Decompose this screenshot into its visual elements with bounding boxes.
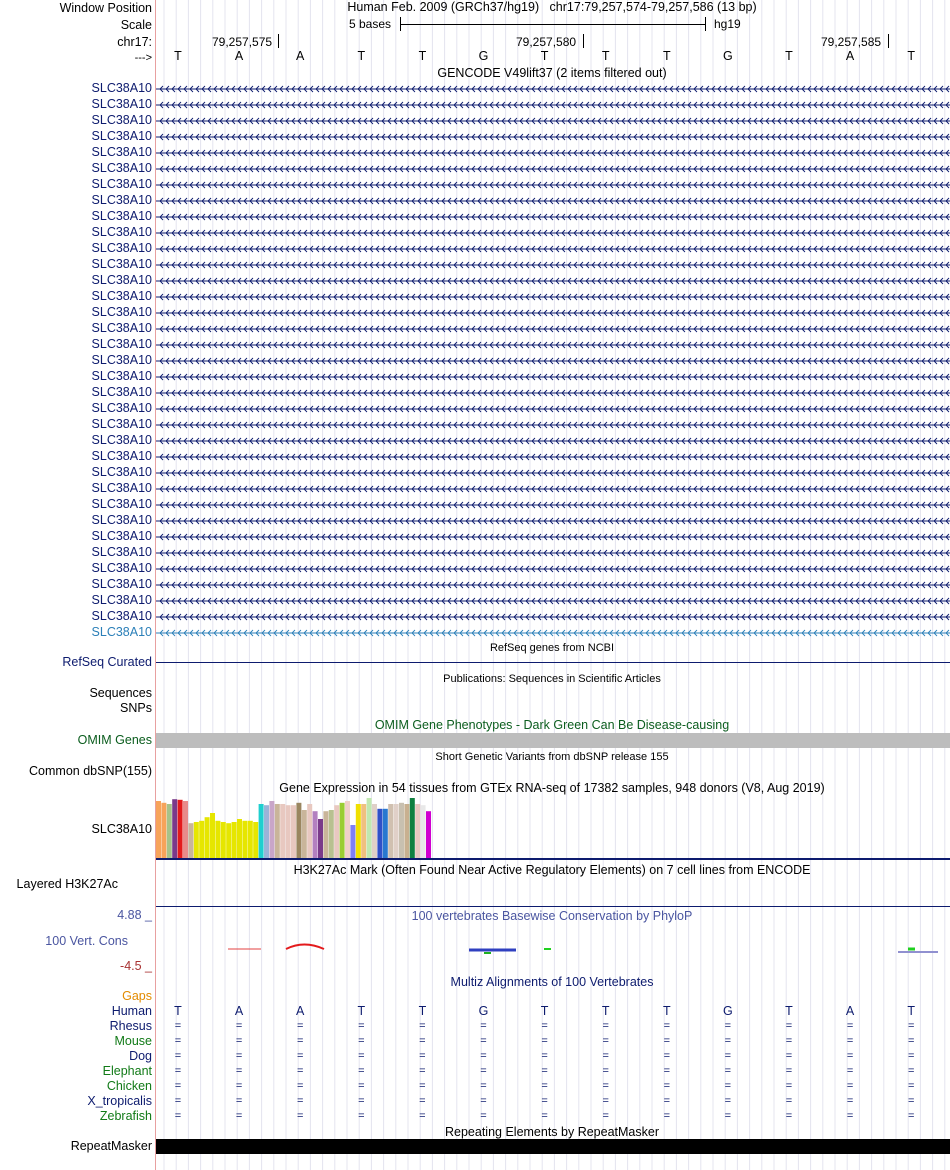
gtex-tissue-bar[interactable] bbox=[404, 804, 409, 858]
dna-base: A bbox=[845, 49, 855, 63]
gencode-gene-name[interactable]: SLC38A10 bbox=[91, 529, 152, 543]
h3k27ac-track-title: H3K27Ac Mark (Often Found Near Active Regulatory Elements) on 7 cell lines from ENCODE bbox=[293, 863, 811, 877]
alignment-base: A bbox=[845, 1004, 855, 1018]
conservation-wiggle[interactable] bbox=[156, 930, 950, 970]
gencode-gene-name[interactable]: SLC38A10 bbox=[91, 513, 152, 527]
coord-label-3: 79,257,585 bbox=[821, 35, 882, 49]
alignment-match: = bbox=[358, 1035, 365, 1047]
gtex-tissue-bar[interactable] bbox=[410, 798, 415, 858]
gencode-gene-name[interactable]: SLC38A10 bbox=[91, 129, 152, 143]
species-label[interactable]: Zebrafish bbox=[99, 1109, 152, 1123]
alignment-match: = bbox=[480, 1020, 487, 1032]
alignment-match: = bbox=[846, 1110, 854, 1122]
conservation-ymin-label: -4.5 _ bbox=[120, 959, 152, 973]
coord-tick-1 bbox=[278, 34, 279, 48]
alignment-match: = bbox=[724, 1020, 732, 1032]
gtex-tissue-bar[interactable] bbox=[356, 804, 361, 858]
omim-gene-bar[interactable] bbox=[156, 733, 950, 748]
gtex-tissue-bar[interactable] bbox=[394, 804, 399, 858]
gencode-gene-name[interactable]: SLC38A10 bbox=[91, 193, 152, 207]
dna-base: G bbox=[723, 49, 733, 63]
alignment-match: = bbox=[663, 1110, 671, 1122]
gencode-gene-name[interactable]: SLC38A10 bbox=[91, 337, 152, 351]
gtex-tissue-bar[interactable] bbox=[232, 822, 237, 858]
alignment-match: = bbox=[480, 1035, 487, 1047]
gtex-tissue-bar[interactable] bbox=[307, 804, 312, 858]
coord-tick-3 bbox=[888, 34, 889, 48]
alignment-match: = bbox=[296, 1080, 304, 1092]
gencode-gene-name[interactable]: SLC38A10 bbox=[91, 561, 152, 575]
gtex-tissue-bar[interactable] bbox=[275, 804, 280, 858]
alignment-match: = bbox=[235, 1035, 243, 1047]
gtex-tissue-bar[interactable] bbox=[367, 798, 372, 858]
alignment-match: = bbox=[541, 1020, 548, 1032]
gtex-tissue-bar[interactable] bbox=[296, 803, 301, 858]
alignment-match: = bbox=[541, 1110, 548, 1122]
strand-label: ---> bbox=[134, 52, 152, 64]
dbsnp-track-label[interactable]: Common dbSNP(155) bbox=[29, 764, 152, 778]
gtex-gene-model[interactable] bbox=[156, 858, 950, 860]
alignment-match: = bbox=[724, 1065, 732, 1077]
alignment-base: T bbox=[601, 1004, 610, 1018]
gtex-tissue-bar[interactable] bbox=[286, 805, 291, 858]
dna-base: T bbox=[418, 49, 427, 63]
gtex-tissue-bar[interactable] bbox=[167, 804, 172, 858]
alignment-match: = bbox=[602, 1110, 609, 1122]
gencode-gene-name[interactable]: SLC38A10 bbox=[91, 577, 152, 591]
gencode-gene-name[interactable]: SLC38A10 bbox=[91, 369, 152, 383]
alignment-match: = bbox=[907, 1095, 915, 1107]
alignment-base: T bbox=[357, 1004, 366, 1018]
alignment-match: = bbox=[846, 1080, 854, 1092]
alignment-match: = bbox=[907, 1035, 915, 1047]
alignment-match: = bbox=[785, 1020, 793, 1032]
alignment-match: = bbox=[907, 1065, 915, 1077]
alignment-match: = bbox=[846, 1095, 854, 1107]
repeatmasker-track-label[interactable]: RepeatMasker bbox=[70, 1139, 152, 1153]
alignment-match: = bbox=[419, 1065, 426, 1077]
alignment-match: = bbox=[480, 1110, 487, 1122]
scale-bar-line bbox=[400, 24, 706, 25]
alignment-match: = bbox=[296, 1020, 304, 1032]
alignment-match: = bbox=[296, 1095, 304, 1107]
publications-track-title: Publications: Sequences in Scientific Articles bbox=[443, 673, 661, 685]
publications-sequences-label[interactable]: Sequences bbox=[89, 686, 152, 700]
alignment-match: = bbox=[235, 1020, 243, 1032]
dbsnp-track-title: Short Genetic Variants from dbSNP release 155 bbox=[435, 751, 669, 763]
gtex-tissue-bar[interactable] bbox=[215, 821, 220, 858]
gencode-gene-name[interactable]: SLC38A10 bbox=[91, 225, 152, 239]
alignment-match: = bbox=[358, 1050, 365, 1062]
alignment-match: = bbox=[358, 1080, 365, 1092]
gencode-gene-name[interactable]: SLC38A10 bbox=[91, 465, 152, 479]
omim-track-label[interactable]: OMIM Genes bbox=[77, 733, 152, 747]
gtex-tissue-bar[interactable] bbox=[269, 801, 274, 858]
alignment-match: = bbox=[785, 1110, 793, 1122]
gencode-gene-models[interactable] bbox=[156, 80, 950, 640]
alignment-match: = bbox=[480, 1080, 487, 1092]
conservation-ymax-label: 4.88 _ bbox=[117, 908, 152, 922]
alignment-match: = bbox=[663, 1095, 671, 1107]
scale-bar-right-end bbox=[705, 17, 706, 31]
gtex-tissue-bar[interactable] bbox=[172, 799, 177, 858]
gtex-tissue-bar[interactable] bbox=[340, 803, 345, 858]
position-title bbox=[347, 0, 756, 15]
alignment-match: = bbox=[235, 1110, 243, 1122]
gtex-tissue-bar[interactable] bbox=[194, 822, 199, 858]
gtex-tissue-bar[interactable] bbox=[345, 801, 350, 858]
gencode-gene-name[interactable]: SLC38A10 bbox=[91, 273, 152, 287]
gencode-gene-name[interactable]: SLC38A10 bbox=[91, 81, 152, 95]
alignment-match: = bbox=[480, 1065, 487, 1077]
gtex-tissue-bar[interactable] bbox=[334, 805, 339, 858]
gtex-tissue-bar[interactable] bbox=[426, 811, 431, 858]
cons-peak-red bbox=[286, 945, 324, 950]
gtex-tissue-bar[interactable] bbox=[221, 822, 226, 858]
alignment-match: = bbox=[541, 1050, 548, 1062]
gtex-tissue-bar[interactable] bbox=[210, 813, 215, 858]
alignment-match: = bbox=[724, 1080, 732, 1092]
alignment-match: = bbox=[296, 1035, 304, 1047]
alignment-match: = bbox=[785, 1080, 793, 1092]
alignment-match: = bbox=[174, 1065, 182, 1077]
refseq-track-title: RefSeq genes from NCBI bbox=[489, 642, 615, 654]
gencode-gene-name[interactable]: SLC38A10 bbox=[91, 289, 152, 303]
gtex-tissue-bar[interactable] bbox=[388, 804, 393, 858]
chrom-label: chr17: bbox=[117, 35, 152, 49]
alignment-match: = bbox=[602, 1020, 609, 1032]
gencode-gene-name[interactable]: SLC38A10 bbox=[91, 241, 152, 255]
alignment-base: T bbox=[418, 1004, 427, 1018]
repeatmasker-bar[interactable] bbox=[156, 1139, 950, 1154]
gencode-gene-name[interactable]: SLC38A10 bbox=[91, 385, 152, 399]
alignment-match: = bbox=[602, 1095, 609, 1107]
alignment-match: = bbox=[846, 1065, 854, 1077]
gencode-gene-name[interactable]: SLC38A10 bbox=[91, 97, 152, 111]
h3k27ac-baseline bbox=[156, 906, 950, 907]
gtex-tissue-bar[interactable] bbox=[372, 804, 377, 858]
dna-base: T bbox=[540, 49, 549, 63]
gtex-tissue-bar[interactable] bbox=[253, 822, 258, 858]
multiz-track-title: Multiz Alignments of 100 Vertebrates bbox=[450, 975, 654, 989]
alignment-match: = bbox=[296, 1050, 304, 1062]
assembly-text: Human Feb. 2009 (GRCh37/hg19) bbox=[347, 0, 540, 14]
alignment-match: = bbox=[602, 1050, 609, 1062]
gencode-track-title: GENCODE V49lift37 (2 items filtered out) bbox=[437, 66, 667, 80]
position-range-text: chr17:79,257,574-79,257,586 (13 bp) bbox=[549, 0, 757, 14]
gtex-tissue-bar[interactable] bbox=[313, 811, 318, 858]
alignment-match: = bbox=[419, 1095, 426, 1107]
refseq-gene-line[interactable] bbox=[156, 662, 950, 663]
window-position-label: Window Position bbox=[59, 1, 152, 15]
gencode-gene-name[interactable]: SLC38A10 bbox=[91, 113, 152, 127]
alignment-match: = bbox=[296, 1065, 304, 1077]
gtex-tissue-bar[interactable] bbox=[323, 811, 328, 858]
dna-base: T bbox=[174, 49, 182, 63]
dna-base: G bbox=[478, 49, 489, 63]
dna-base: A bbox=[296, 49, 305, 63]
gtex-tissue-bar[interactable] bbox=[161, 803, 166, 858]
coord-tick-2 bbox=[583, 34, 584, 48]
alignment-match: = bbox=[846, 1020, 854, 1032]
dna-base: T bbox=[357, 49, 366, 63]
alignment-match: = bbox=[602, 1035, 609, 1047]
alignment-match: = bbox=[846, 1050, 854, 1062]
gtex-tissue-bar[interactable] bbox=[264, 805, 269, 858]
alignment-base: T bbox=[540, 1004, 549, 1018]
repeatmasker-track-title: Repeating Elements by RepeatMasker bbox=[444, 1125, 660, 1139]
gtex-tissue-bar[interactable] bbox=[178, 800, 183, 858]
alignment-match: = bbox=[296, 1110, 304, 1122]
gencode-gene-name[interactable]: SLC38A10 bbox=[91, 401, 152, 415]
alignment-match: = bbox=[235, 1050, 243, 1062]
gtex-tissue-bar[interactable] bbox=[248, 821, 253, 858]
alignment-match: = bbox=[663, 1035, 671, 1047]
publications-snps-label[interactable]: SNPs bbox=[120, 701, 152, 715]
gtex-tissue-bar[interactable] bbox=[415, 804, 420, 858]
dna-base: T bbox=[662, 49, 671, 63]
alignment-match: = bbox=[663, 1080, 671, 1092]
gtex-tissue-bar[interactable] bbox=[188, 823, 193, 858]
alignment-match: = bbox=[480, 1050, 487, 1062]
alignment-match: = bbox=[174, 1095, 182, 1107]
gencode-gene-name[interactable]: SLC38A10 bbox=[91, 625, 152, 639]
alignment-match: = bbox=[663, 1050, 671, 1062]
alignment-match: = bbox=[419, 1080, 426, 1092]
alignment-match: = bbox=[174, 1020, 182, 1032]
gtex-tissue-bar[interactable] bbox=[399, 803, 404, 858]
species-label[interactable]: Human bbox=[111, 1004, 152, 1018]
scale-bar-text: 5 bases bbox=[349, 17, 392, 31]
alignment-match: = bbox=[541, 1080, 548, 1092]
alignment-match: = bbox=[419, 1020, 426, 1032]
alignment-match: = bbox=[358, 1110, 365, 1122]
gencode-gene-name[interactable]: SLC38A10 bbox=[91, 145, 152, 159]
conservation-track-label[interactable]: 100 Vert. Cons bbox=[45, 934, 128, 948]
gtex-tissue-bar[interactable] bbox=[199, 821, 204, 858]
alignment-match: = bbox=[846, 1035, 854, 1047]
alignment-match: = bbox=[419, 1050, 426, 1062]
gencode-gene-name[interactable]: SLC38A10 bbox=[91, 481, 152, 495]
gencode-gene-name[interactable]: SLC38A10 bbox=[91, 497, 152, 511]
alignment-match: = bbox=[724, 1110, 732, 1122]
gencode-gene-name[interactable]: SLC38A10 bbox=[91, 177, 152, 191]
alignment-match: = bbox=[602, 1080, 609, 1092]
gtex-tissue-bar[interactable] bbox=[421, 805, 426, 858]
gencode-gene-name[interactable]: SLC38A10 bbox=[91, 609, 152, 623]
alignment-match: = bbox=[174, 1110, 182, 1122]
scale-label: Scale bbox=[120, 18, 152, 32]
alignment-base: A bbox=[296, 1004, 305, 1018]
alignment-match: = bbox=[235, 1065, 243, 1077]
omim-track-title: OMIM Gene Phenotypes - Dark Green Can Be Disease-causing bbox=[374, 718, 730, 732]
dna-base: T bbox=[785, 49, 793, 63]
alignment-match: = bbox=[907, 1020, 915, 1032]
alignment-match: = bbox=[724, 1095, 732, 1107]
alignment-match: = bbox=[235, 1080, 243, 1092]
gencode-gene-name[interactable]: SLC38A10 bbox=[91, 321, 152, 335]
gtex-tissue-bar[interactable] bbox=[350, 825, 355, 858]
alignment-base: G bbox=[723, 1004, 733, 1018]
gencode-gene-name[interactable]: SLC38A10 bbox=[91, 417, 152, 431]
multiz-gaps-label: Gaps bbox=[122, 989, 152, 1003]
alignment-match: = bbox=[907, 1110, 915, 1122]
species-label[interactable]: Mouse bbox=[114, 1034, 152, 1048]
alignment-match: = bbox=[419, 1035, 426, 1047]
gencode-gene-name[interactable]: SLC38A10 bbox=[91, 433, 152, 447]
alignment-match: = bbox=[602, 1065, 609, 1077]
species-label[interactable]: Chicken bbox=[106, 1079, 152, 1093]
alignment-match: = bbox=[785, 1065, 793, 1077]
alignment-match: = bbox=[785, 1050, 793, 1062]
coord-label-1: 79,257,575 bbox=[212, 35, 273, 49]
species-label[interactable]: X_tropicalis bbox=[87, 1094, 152, 1108]
alignment-match: = bbox=[663, 1020, 671, 1032]
gencode-gene-name[interactable]: SLC38A10 bbox=[91, 209, 152, 223]
alignment-match: = bbox=[541, 1095, 548, 1107]
gtex-tissue-bar[interactable] bbox=[242, 821, 247, 858]
gencode-gene-name[interactable]: SLC38A10 bbox=[91, 257, 152, 271]
alignment-match: = bbox=[174, 1035, 182, 1047]
track-data-area[interactable] bbox=[156, 0, 950, 1170]
gencode-gene-name[interactable]: SLC38A10 bbox=[91, 353, 152, 367]
alignment-base: T bbox=[907, 1004, 915, 1018]
gtex-tissue-bar[interactable] bbox=[377, 809, 382, 858]
alignment-match: = bbox=[419, 1110, 426, 1122]
gtex-tissue-bar[interactable] bbox=[329, 810, 334, 858]
alignment-match: = bbox=[785, 1035, 793, 1047]
gtex-tissue-bar[interactable] bbox=[361, 804, 366, 858]
gencode-gene-name[interactable]: SLC38A10 bbox=[91, 593, 152, 607]
gencode-gene-name[interactable]: SLC38A10 bbox=[91, 161, 152, 175]
gtex-tissue-bar[interactable] bbox=[291, 805, 296, 858]
dna-base: A bbox=[234, 49, 244, 63]
alignment-match: = bbox=[480, 1095, 487, 1107]
gencode-gene-name[interactable]: SLC38A10 bbox=[91, 545, 152, 559]
alignment-match: = bbox=[724, 1035, 732, 1047]
alignment-base: G bbox=[478, 1004, 489, 1018]
gtex-expression-bars[interactable] bbox=[156, 796, 950, 858]
gtex-tissue-bar[interactable] bbox=[183, 801, 188, 858]
gencode-gene-name[interactable]: SLC38A10 bbox=[91, 305, 152, 319]
gtex-gene-label[interactable]: SLC38A10 bbox=[91, 822, 152, 836]
species-label[interactable]: Rhesus bbox=[109, 1019, 152, 1033]
species-label[interactable]: Dog bbox=[129, 1049, 152, 1063]
alignment-match: = bbox=[541, 1065, 548, 1077]
alignment-match: = bbox=[541, 1035, 548, 1047]
refseq-track-label[interactable]: RefSeq Curated bbox=[62, 655, 152, 669]
gencode-gene-name[interactable]: SLC38A10 bbox=[91, 449, 152, 463]
alignment-match: = bbox=[907, 1050, 915, 1062]
alignment-match: = bbox=[907, 1080, 915, 1092]
alignment-match: = bbox=[724, 1050, 732, 1062]
gtex-tissue-bar[interactable] bbox=[302, 810, 307, 858]
alignment-base: T bbox=[174, 1004, 182, 1018]
alignment-base: T bbox=[785, 1004, 793, 1018]
gtex-tissue-bar[interactable] bbox=[383, 809, 388, 858]
h3k27ac-track-label[interactable]: Layered H3K27Ac bbox=[16, 877, 118, 891]
alignment-base: A bbox=[234, 1004, 244, 1018]
gtex-track-title: Gene Expression in 54 tissues from GTEx RNA-seq of 17382 samples, 948 donors (V8, Aug 2019) bbox=[279, 781, 825, 795]
coord-label-2: 79,257,580 bbox=[516, 35, 577, 49]
alignment-match: = bbox=[785, 1095, 793, 1107]
gtex-tissue-bar[interactable] bbox=[226, 823, 231, 858]
alignment-match: = bbox=[358, 1095, 365, 1107]
alignment-match: = bbox=[235, 1095, 243, 1107]
dna-base: T bbox=[601, 49, 610, 63]
gtex-tissue-bar[interactable] bbox=[259, 804, 264, 858]
alignment-match: = bbox=[358, 1020, 365, 1032]
track-labels-column[interactable] bbox=[0, 0, 155, 1170]
gtex-tissue-bar[interactable] bbox=[318, 819, 323, 858]
species-label[interactable]: Elephant bbox=[102, 1064, 152, 1078]
gtex-tissue-bar[interactable] bbox=[280, 804, 285, 858]
gtex-tissue-bar[interactable] bbox=[156, 801, 161, 858]
alignment-match: = bbox=[663, 1065, 671, 1077]
scale-bar-db: hg19 bbox=[714, 17, 741, 31]
dna-base: T bbox=[907, 49, 915, 63]
alignment-base: T bbox=[662, 1004, 671, 1018]
gtex-tissue-bar[interactable] bbox=[237, 819, 242, 858]
alignment-match: = bbox=[174, 1050, 182, 1062]
gtex-tissue-bar[interactable] bbox=[205, 817, 210, 858]
alignment-match: = bbox=[358, 1065, 365, 1077]
conservation-track-title: 100 vertebrates Basewise Conservation by PhyloP bbox=[411, 909, 693, 923]
alignment-match: = bbox=[174, 1080, 182, 1092]
